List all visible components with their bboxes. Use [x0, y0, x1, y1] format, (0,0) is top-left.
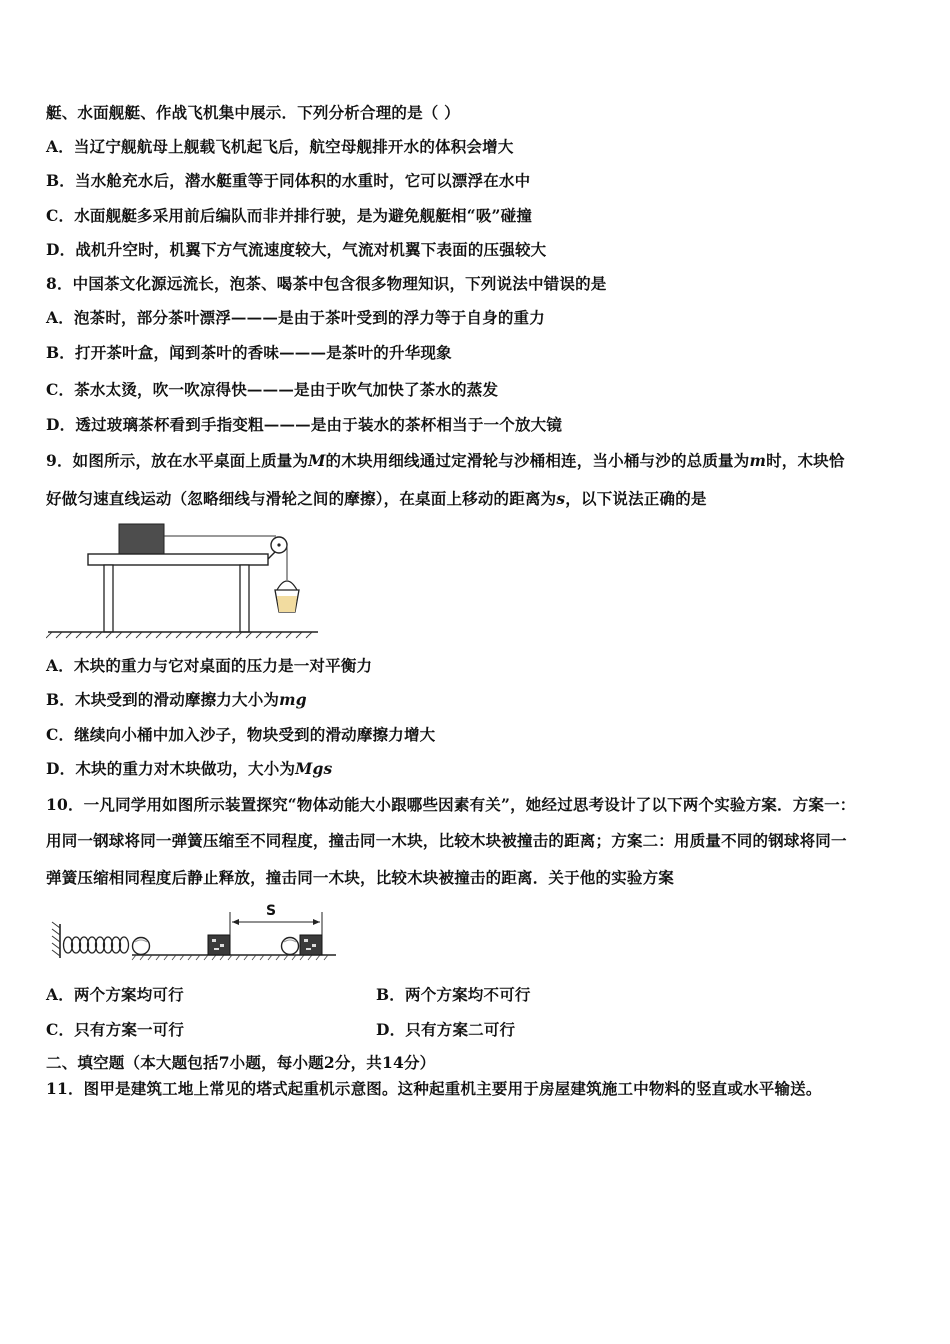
- q7-option-d: D．战机升空时，机翼下方气流速度较大，气流对机翼下表面的压强较大: [46, 240, 547, 259]
- q10-option-a: A．两个方案均可行: [46, 985, 184, 1004]
- q8-option-b: B．打开茶叶盒，闻到茶叶的香味———是茶叶的升华现象: [46, 343, 452, 362]
- q10-stem-line2: 用同一钢球将同一弹簧压缩至不同程度，撞击同一木块，比较木块被撞击的距离；方案二：用质量不同的钢球将同一: [46, 831, 847, 850]
- q9-option-d: D．木块的重力对木块做功，大小为Mgs: [46, 759, 333, 778]
- q10-spring-ball-block-figure: [46, 898, 338, 968]
- q9-table-pulley-figure: [46, 516, 320, 640]
- q10-option-c: C．只有方案一可行: [46, 1020, 185, 1039]
- q8-stem: 8．中国茶文化源远流长，泡茶、喝茶中包含很多物理知识，下列说法中错误的是: [46, 274, 607, 293]
- q10-option-d: D．只有方案二可行: [376, 1020, 516, 1039]
- q11-stem: 11．图甲是建筑工地上常见的塔式起重机示意图。这种起重机主要用于房屋建筑施工中物料的竖直或水平输送。: [46, 1079, 822, 1098]
- q9-option-b: B．木块受到的滑动摩擦力大小为mg: [46, 690, 307, 709]
- q7-option-a: A．当辽宁舰航母上舰载飞机起飞后，航空母舰排开水的体积会增大: [46, 137, 514, 156]
- q8-option-c: C．茶水太烫，吹一吹凉得快———是由于吹气加快了茶水的蒸发: [46, 380, 499, 399]
- q10-option-b: B．两个方案均不可行: [376, 985, 531, 1004]
- q9-option-c: C．继续向小桶中加入沙子，物块受到的滑动摩擦力增大: [46, 725, 436, 744]
- q7-stem-tail: 艇、水面舰艇、作战飞机集中展示．下列分析合理的是（ ）: [46, 103, 460, 122]
- q10-figure-distance-label: S: [265, 903, 277, 919]
- q9-stem-line2: 好做匀速直线运动（忽略细线与滑轮之间的摩擦），在桌面上移动的距离为s，以下说法正确的是: [46, 489, 707, 508]
- q8-option-a: A．泡茶时，部分茶叶漂浮———是由于茶叶受到的浮力等于自身的重力: [46, 308, 545, 327]
- q8-option-d: D．透过玻璃茶杯看到手指变粗———是由于装水的茶杯相当于一个放大镜: [46, 415, 563, 434]
- q9-stem-line1: 9．如图所示，放在水平桌面上质量为M的木块用细线通过定滑轮与沙桶相连，当小桶与沙的总质量为m时，木块恰: [46, 451, 845, 470]
- q7-option-c: C．水面舰艇多采用前后编队而非并排行驶，是为避免舰艇相“吸”碰撞: [46, 206, 533, 225]
- q9-option-a: A．木块的重力与它对桌面的压力是一对平衡力: [46, 656, 373, 675]
- q7-option-b: B．当水舱充水后，潜水艇重等于同体积的水重时，它可以漂浮在水中: [46, 171, 531, 190]
- section-heading: 二、填空题（本大题包括7小题，每小题2分，共14分）: [46, 1053, 436, 1072]
- q10-stem-line3: 弹簧压缩相同程度后静止释放，撞击同一木块，比较木块被撞击的距离．关于他的实验方案: [46, 868, 675, 887]
- q10-stem-line1: 10．一凡同学用如图所示装置探究“物体动能大小跟哪些因素有关”，她经过思考设计了以下两个实验方案．方案一：: [46, 795, 856, 814]
